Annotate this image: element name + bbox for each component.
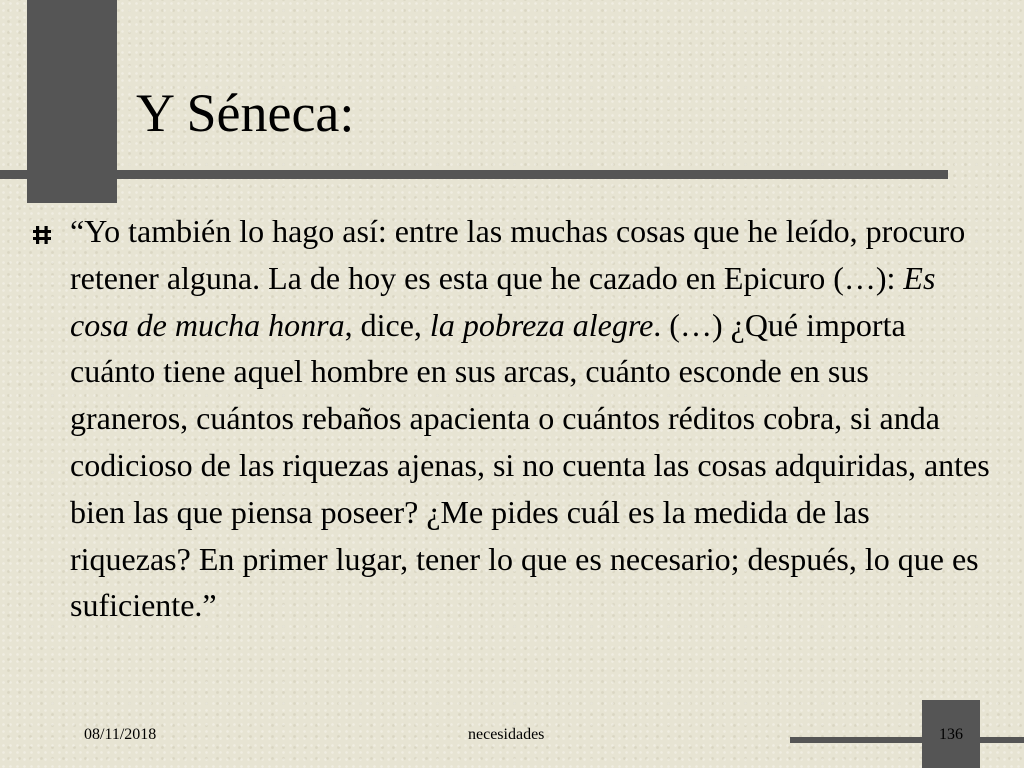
quote-paragraph: [70, 208, 990, 629]
footer-divider-bar: [790, 737, 1024, 743]
quote-text: . (…) ¿Qué importa cuánto tiene aquel hombre en sus arcas, cuánto esconde en sus graneros, cuántos rebaños apacienta o cuántos réditos cobra, si anda codicioso de las riquezas ajenas, si no cuenta las cosas adquiridas, antes bien las que piensa poseer? ¿Me pides cuál es la medida de las riquezas? En primer lugar, tener lo que es necesario; después, lo que es suficiente.”: [70, 306, 990, 624]
slide-title: Y Séneca:: [136, 83, 355, 143]
page-number: 136: [939, 726, 963, 743]
quote-text: “Yo también lo hago así: entre las muchas cosas que he leído, procuro retener alguna. La de hoy es esta que he cazado en Epicuro (…):: [70, 213, 966, 296]
quote-italic-phrase: Es cosa de mucha honra: [70, 259, 936, 343]
quote-italic-phrase: la pobreza alegre: [429, 306, 654, 343]
footer-topic: necesidades: [468, 726, 545, 743]
quote-text: , dice,: [344, 306, 430, 343]
hash-bullet-icon: [33, 225, 51, 245]
title-divider-bar: [0, 170, 948, 179]
footer-date: 08/11/2018: [84, 726, 157, 743]
